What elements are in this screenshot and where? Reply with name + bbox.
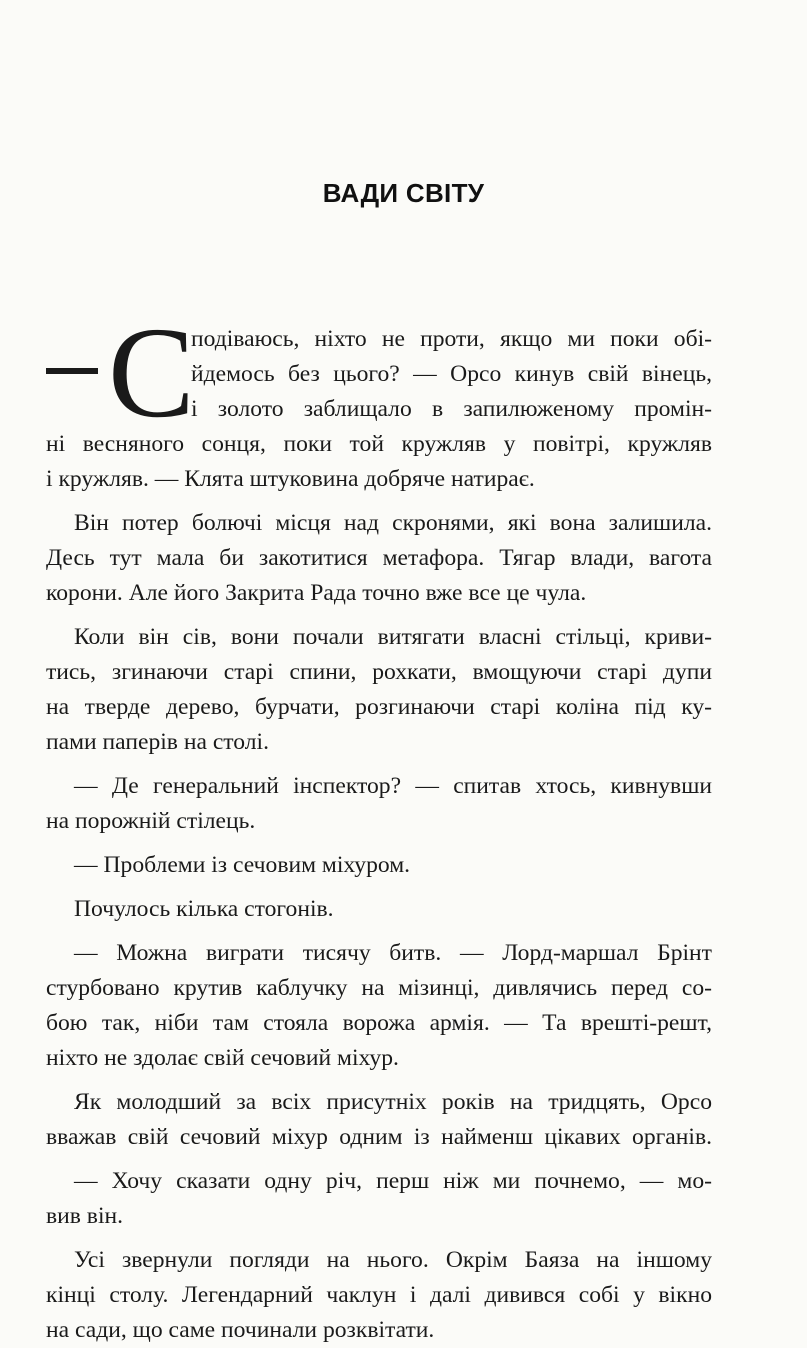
- text-line: і кружляв. — Клята штуковина добряче натирає.: [46, 466, 535, 492]
- paragraph-gap: [46, 1155, 712, 1164]
- drop-cap: С: [108, 301, 195, 445]
- paragraph-gap: [46, 611, 712, 620]
- text-line: Почулось кілька стогонів.: [74, 896, 334, 922]
- paragraph-gap: [46, 1234, 712, 1243]
- text-line: стурбовано крутив каблучку на мізинці, дивлячись перед со-: [46, 975, 712, 1001]
- text-line: Коли він сів, вони почали витягати власні стільці, криви-: [74, 624, 712, 650]
- text-line: пами паперів на столі.: [46, 729, 270, 755]
- text-line: ні весняного сонця, поки той кружляв у повітрі, кружляв: [46, 431, 712, 457]
- text-line: бою так, ніби там стояла ворожа армія. — Та врешті-решт,: [46, 1010, 712, 1036]
- paragraph-gap: [46, 839, 712, 848]
- text-line: тись, згинаючи старі спини, рохкати, вмощуючи старі дупи: [46, 659, 712, 685]
- paragraph-gap: [46, 927, 712, 936]
- text-line: на сади, що саме починали розквітати.: [46, 1317, 435, 1343]
- text-line: вважав свій сечовий міхур одним із найменш цікавих органів.: [46, 1124, 712, 1150]
- paragraph-gap: [46, 497, 712, 506]
- text-line: на порожній стілець.: [46, 808, 256, 834]
- text-line: Усі звернули погляди на нього. Окрім Баяза на іншому: [74, 1247, 712, 1273]
- text-line: — Де генеральний інспектор? — спитав хтось, кивнувши: [74, 773, 712, 799]
- text-line: подіваюсь, ніхто не проти, якщо ми поки обі-: [191, 326, 712, 352]
- text-line: — Хочу сказати одну річ, перш ніж ми почнемо, — мо-: [74, 1168, 712, 1194]
- text-line: — Можна виграти тисячу битв. — Лорд-маршал Брінт: [74, 940, 712, 966]
- text-line: йдемось без цього? — Орсо кинув свій вінець,: [191, 361, 712, 387]
- chapter-title: ВАДИ СВІТУ: [322, 178, 485, 208]
- text-line: Він потер болючі місця над скронями, які вона залишила.: [74, 510, 712, 536]
- text-line: вив він.: [46, 1203, 124, 1229]
- text-line: кінці столу. Легендарний чаклун і далі дивився собі у вікно: [46, 1282, 712, 1308]
- text-line: ніхто не здолає свій сечовий міхур.: [46, 1045, 399, 1071]
- text-line: і золото заблищало в запилюженому промін-: [191, 396, 712, 422]
- text-line: корони. Але його Закрита Рада точно вже все це чула.: [46, 580, 587, 606]
- body-text: [46, 322, 712, 1348]
- paragraph-gap: [46, 1076, 712, 1085]
- text-line: на тверде дерево, бурчати, розгинаючи старі коліна під ку-: [46, 694, 712, 720]
- paragraph-gap: [46, 760, 712, 769]
- text-line: Як молодший за всіх присутніх років на тридцять, Орсо: [74, 1089, 712, 1115]
- text-line: Десь тут мала би закотитися метафора. Тягар влади, вагота: [46, 545, 712, 571]
- text-line: — Проблеми із сечовим міхуром.: [74, 852, 411, 878]
- paragraph-gap: [46, 883, 712, 892]
